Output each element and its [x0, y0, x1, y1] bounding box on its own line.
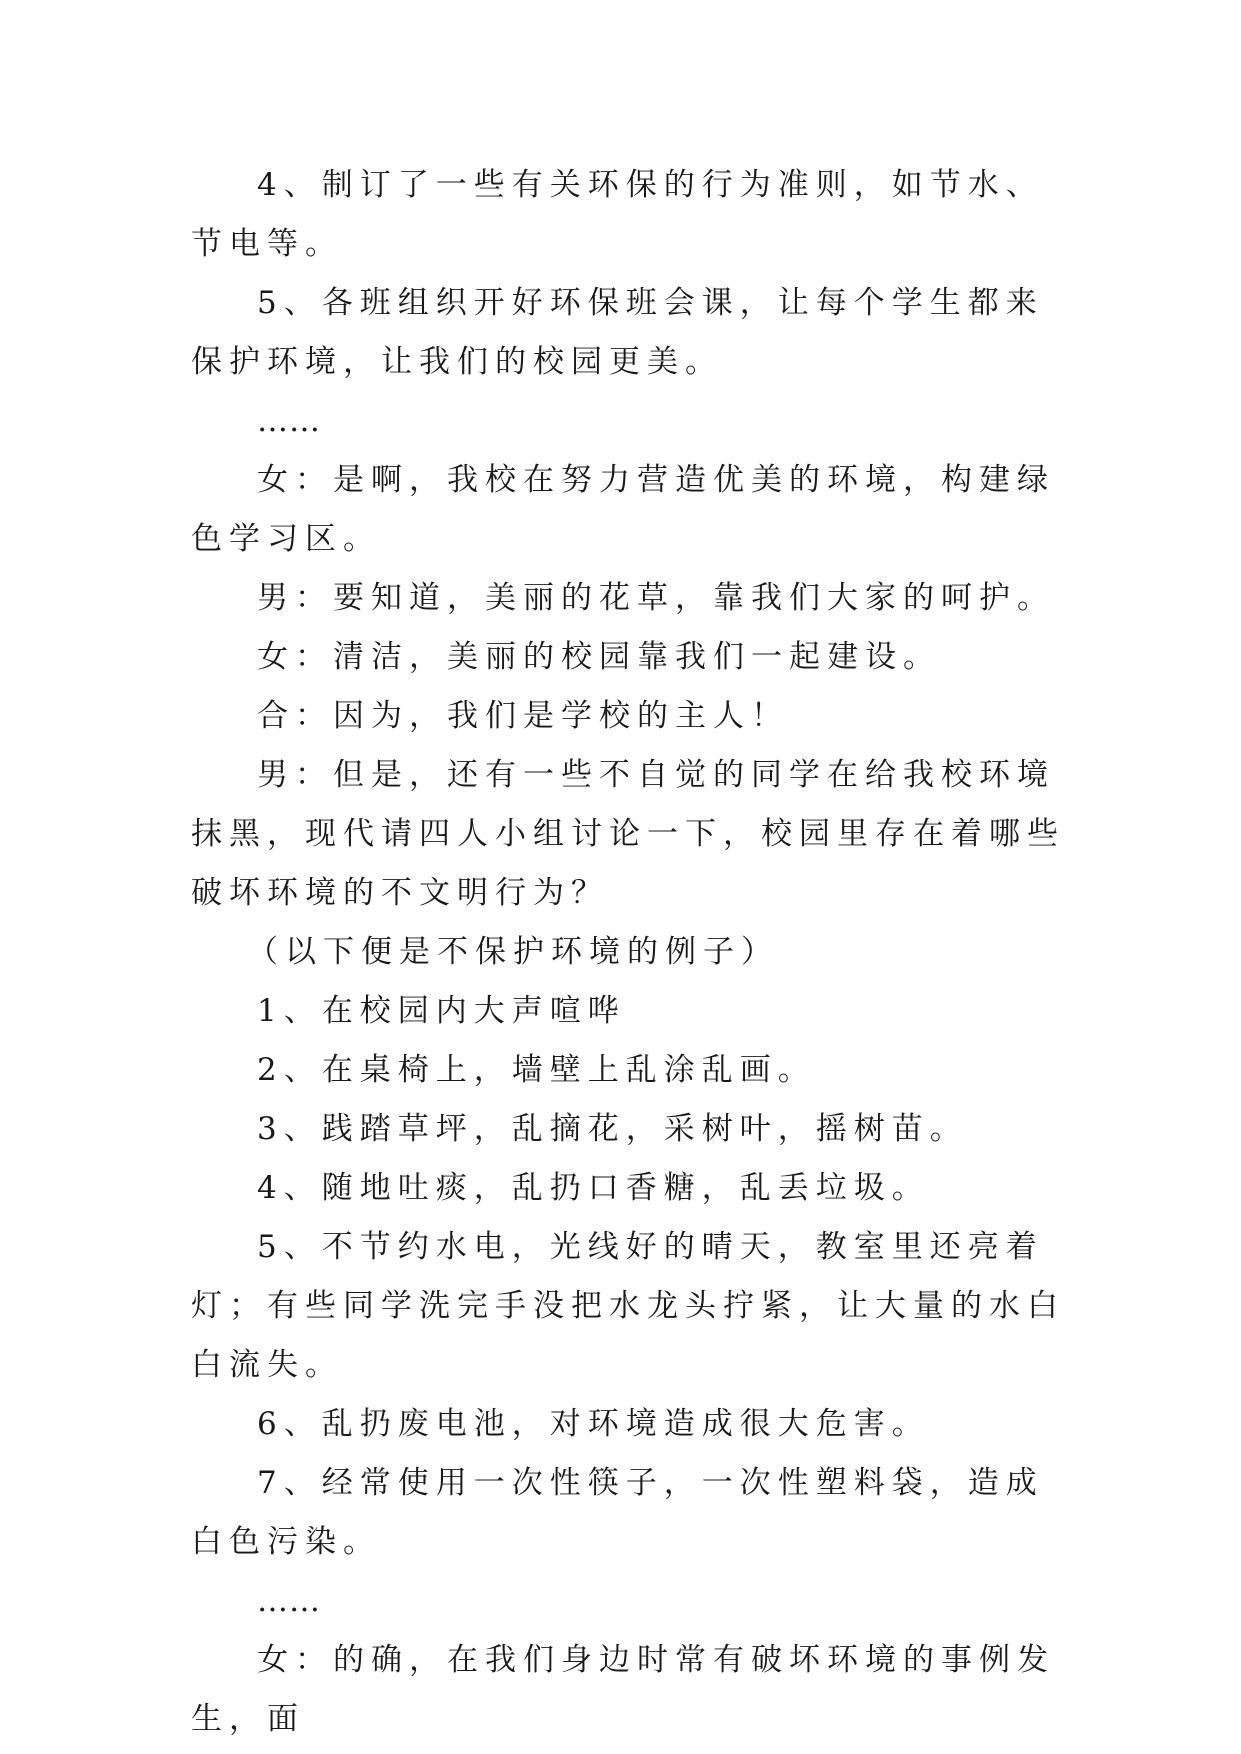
paragraph-female-line: 女：是啊，我校在努力营造优美的环境，构建绿色学习区。 [191, 462, 1055, 557]
paragraph-example-5: 5、不节约水电，光线好的晴天，教室里还亮着灯；有些同学洗完手没把水龙头拧紧，让大量的水白白流失。 [191, 1229, 1065, 1383]
document-body [191, 156, 1071, 1749]
paragraph-example-1: 1、在校园内大声喧哗 [257, 993, 626, 1029]
paragraph-rule-5: 5、各班组织开好环保班会课，让每个学生都来保护环境，让我们的校园更美。 [191, 285, 1044, 380]
paragraph-example-3: 3、践踏草坪，乱摘花，采树叶，摇树苗。 [257, 1111, 968, 1147]
paragraph-example-2: 2、在桌椅上，墙壁上乱涂乱画。 [257, 1052, 816, 1088]
paragraph-aside-note: （以下便是不保护环境的例子） [247, 934, 779, 970]
paragraph-female-line: 女：的确，在我们身边时常有破坏环境的事例发生，面 [191, 1642, 1055, 1737]
paragraph-example-7: 7、经常使用一次性筷子，一次性塑料袋，造成白色污染。 [191, 1465, 1044, 1560]
paragraph-together-line: 合：因为，我们是学校的主人！ [257, 698, 789, 734]
paragraph-ellipsis: …… [257, 403, 321, 439]
paragraph-female-line: 女：清洁，美丽的校园靠我们一起建设。 [257, 639, 941, 675]
paragraph-rule-4: 4、制订了一些有关环保的行为准则，如节水、节电等。 [191, 167, 1044, 262]
paragraph-male-line: 男：但是，还有一些不自觉的同学在给我校环境抹黑，现代请四人小组讨论一下，校园里存在着哪些破坏环境的不文明行为？ [191, 757, 1065, 911]
paragraph-ellipsis: …… [257, 1583, 321, 1619]
paragraph-male-line: 男：要知道，美丽的花草，靠我们大家的呵护。 [257, 580, 1055, 616]
paragraph-example-4: 4、随地吐痰，乱扔口香糖，乱丢垃圾。 [257, 1170, 930, 1206]
paragraph-example-6: 6、乱扔废电池，对环境造成很大危害。 [257, 1406, 930, 1442]
